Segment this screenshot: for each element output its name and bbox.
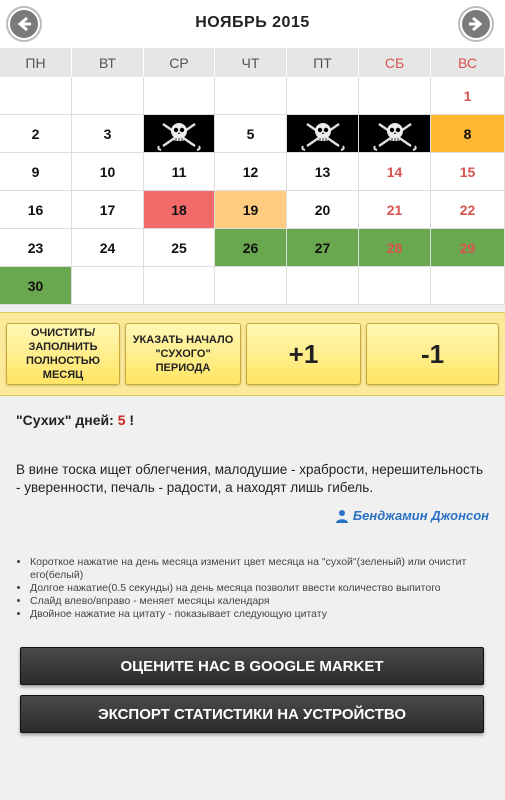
empty-day-cell — [72, 77, 144, 115]
empty-day-cell — [287, 77, 359, 115]
day-cell[interactable]: 19 — [215, 191, 287, 229]
day-cell[interactable]: 17 — [72, 191, 144, 229]
weekday-header: ВТ — [72, 48, 144, 77]
tip-item: • Слайд влево/вправо - меняет месяцы календаря — [30, 595, 480, 608]
empty-day-cell — [215, 77, 287, 115]
tip-item: • Короткое нажатие на день месяца изменит цвет месяца на "сухой"(зеленый) или очистит его(белый) — [30, 556, 480, 582]
calendar-grid — [0, 48, 505, 305]
author-name: Бенджамин Джонсон — [352, 508, 489, 523]
day-cell[interactable]: 9 — [0, 153, 72, 191]
empty-day-cell — [359, 267, 431, 305]
day-cell[interactable]: 3 — [72, 115, 144, 153]
day-cell[interactable]: 30 — [0, 267, 72, 305]
plus-one-button[interactable]: +1 — [246, 323, 361, 385]
action-toolbar — [0, 312, 505, 396]
day-cell[interactable]: 1 — [431, 77, 505, 115]
month-title: НОЯБРЬ 2015 — [195, 14, 310, 31]
empty-day-cell — [72, 267, 144, 305]
quote-author — [335, 508, 489, 523]
day-cell[interactable]: 21 — [359, 191, 431, 229]
weekday-header: ВС — [431, 48, 505, 77]
weekday-header: ЧТ — [215, 48, 287, 77]
day-cell[interactable]: 27 — [287, 229, 359, 267]
day-cell-pirate[interactable] — [144, 115, 215, 153]
empty-day-cell — [144, 267, 215, 305]
dry-days-suffix: ! — [125, 412, 135, 428]
person-icon — [335, 509, 349, 523]
day-cell[interactable]: 12 — [215, 153, 287, 191]
tip-item: • Долгое нажатие(0.5 секунды) на день месяца позволит ввести количество выпитого — [30, 582, 480, 595]
arrow-right-icon — [462, 10, 490, 38]
weekday-header: ПН — [0, 48, 72, 77]
weekday-header: СР — [144, 48, 215, 77]
weekday-header: ПТ — [287, 48, 359, 77]
day-cell[interactable]: 20 — [287, 191, 359, 229]
day-cell[interactable]: 24 — [72, 229, 144, 267]
pirate-flag-icon — [293, 116, 353, 152]
weekday-header-row — [0, 48, 505, 77]
weekday-header: СБ — [359, 48, 431, 77]
calendar-days — [0, 77, 505, 305]
day-cell[interactable]: 13 — [287, 153, 359, 191]
pirate-flag-icon — [365, 116, 425, 152]
empty-day-cell — [215, 267, 287, 305]
day-cell[interactable]: 11 — [144, 153, 215, 191]
dry-days-summary — [16, 412, 134, 428]
quote-text[interactable]: В вине тоска ищет облегчения, малодушие - храбрости, нерешительность - уверенности, печаль - радости, а находят лишь гибель. — [16, 462, 484, 495]
dry-days-label: "Сухих" дней: — [16, 412, 118, 428]
day-cell[interactable]: 2 — [0, 115, 72, 153]
clear-fill-month-button[interactable]: ОЧИСТИТЬ/ ЗАПОЛНИТЬ ПОЛНОСТЬЮ МЕСЯЦ — [6, 323, 120, 385]
day-cell[interactable]: 15 — [431, 153, 505, 191]
rate-google-market-button[interactable]: ОЦЕНИТЕ НАС В GOOGLE MARKET — [20, 647, 484, 685]
day-cell-pirate[interactable] — [287, 115, 359, 153]
tips-list — [30, 556, 480, 621]
empty-day-cell — [431, 267, 505, 305]
day-cell-pirate[interactable] — [359, 115, 431, 153]
day-cell[interactable]: 29 — [431, 229, 505, 267]
day-cell[interactable]: 16 — [0, 191, 72, 229]
export-statistics-button[interactable]: ЭКСПОРТ СТАТИСТИКИ НА УСТРОЙСТВО — [20, 695, 484, 733]
pirate-flag-icon — [149, 116, 209, 152]
day-cell[interactable]: 23 — [0, 229, 72, 267]
day-cell[interactable]: 5 — [215, 115, 287, 153]
day-cell[interactable]: 22 — [431, 191, 505, 229]
day-cell[interactable]: 25 — [144, 229, 215, 267]
dry-days-count: 5 — [117, 412, 126, 428]
empty-day-cell — [144, 77, 215, 115]
day-cell[interactable]: 18 — [144, 191, 215, 229]
day-cell[interactable]: 14 — [359, 153, 431, 191]
tip-item: • Двойное нажатие на цитату - показывает следующую цитату — [30, 608, 480, 621]
day-cell[interactable]: 8 — [431, 115, 505, 153]
minus-one-button[interactable]: -1 — [366, 323, 499, 385]
calendar-header — [0, 0, 505, 48]
set-dry-start-button[interactable]: УКАЗАТЬ НАЧАЛО "СУХОГО" ПЕРИОДА — [125, 323, 241, 385]
empty-day-cell — [0, 77, 72, 115]
empty-day-cell — [359, 77, 431, 115]
day-cell[interactable]: 28 — [359, 229, 431, 267]
day-cell[interactable]: 10 — [72, 153, 144, 191]
day-cell[interactable]: 26 — [215, 229, 287, 267]
next-month-button[interactable] — [460, 8, 492, 40]
empty-day-cell — [287, 267, 359, 305]
